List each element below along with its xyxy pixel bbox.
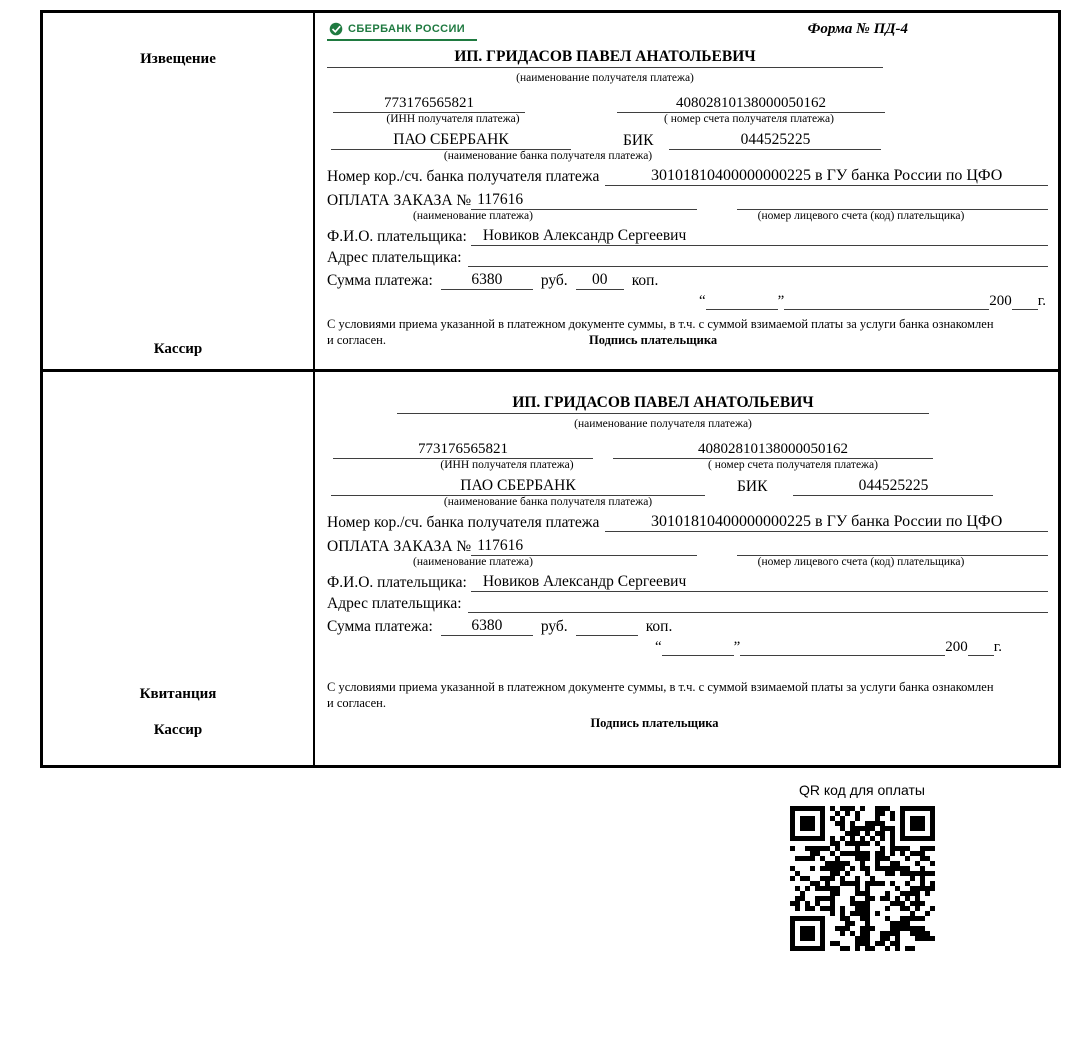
- date-year-blank: [1012, 293, 1038, 310]
- receipt-side-column: [43, 372, 315, 765]
- purpose-caption: (наименование платежа): [413, 556, 533, 568]
- payer-address-label: Адрес плательщика:: [327, 595, 462, 612]
- date-row: [327, 293, 1048, 310]
- bik-label: БИК: [737, 478, 768, 495]
- corr-account-value: 30101810400000000225 в ГУ банка России по ЦФО: [605, 513, 1048, 532]
- receipt-content: [315, 372, 1058, 765]
- sum-rubles-value: 6380: [441, 271, 533, 290]
- personal-account-caption: (номер лицевого счета (код) плательщика): [757, 556, 965, 568]
- payee-account: 40802810138000050162: [617, 95, 885, 113]
- payee-name-caption: (наименование получателя платежа): [516, 72, 694, 84]
- date-month-blank: [784, 293, 989, 310]
- sum-label: Сумма платежа:: [327, 272, 433, 289]
- sberbank-logo-text: СБЕРБАНК РОССИИ: [348, 23, 466, 35]
- corr-account-value: 30101810400000000225 в ГУ банка России по ЦФО: [605, 167, 1048, 186]
- notice-section: [40, 10, 1061, 372]
- date-century: 200: [945, 639, 968, 655]
- notice-side-column: [43, 13, 315, 369]
- payment-purpose-row: [327, 191, 1048, 210]
- personal-account-blank-line: [737, 193, 1048, 210]
- terms-block: [327, 317, 1048, 348]
- sum-kopeks-value: [576, 619, 638, 636]
- bank-row: [327, 477, 1048, 496]
- bank-name: ПАО СБЕРБАНК: [331, 131, 571, 150]
- purpose-captions-row: [327, 210, 1048, 222]
- terms-text: С условиями приема указанной в платежном документе суммы, в т.ч. с суммой взимаемой платы за услуги банка ознакомлен и согласен.: [327, 317, 994, 347]
- notice-header-row: [327, 21, 1048, 48]
- account-caption: ( номер счета получателя платежа): [664, 113, 834, 125]
- corr-account-row: [327, 513, 1048, 532]
- personal-account-blank-line: [737, 539, 1048, 556]
- payment-purpose-value: 117616: [471, 537, 697, 556]
- corr-account-label: Номер кор./сч. банка получателя платежа: [327, 168, 600, 185]
- date-day-blank: [662, 639, 734, 656]
- payer-signature-label: Подпись плательщика: [590, 716, 719, 731]
- bank-caption: (наименование банка получателя платежа): [443, 496, 653, 508]
- kopeks-label: коп.: [631, 272, 659, 289]
- date-quote-close: ”: [777, 293, 785, 309]
- form-number: Форма № ПД-4: [807, 21, 908, 37]
- payee-name-caption: (наименование получателя платежа): [574, 418, 752, 430]
- notice-cashier-label: Кассир: [153, 341, 203, 357]
- payer-fio-value: Новиков Александр Сергеевич: [471, 227, 1048, 246]
- notice-label: Извещение: [140, 51, 216, 67]
- account-caption: ( номер счета получателя платежа): [708, 459, 878, 471]
- receipt-label: Квитанция: [139, 686, 217, 702]
- payer-fio-row: [327, 573, 1048, 592]
- payer-signature-label: Подпись плательщика: [589, 333, 718, 348]
- sberbank-logo: [327, 21, 477, 41]
- payee-inn: 773176565821: [333, 95, 525, 113]
- bank-row: [327, 131, 1048, 150]
- corr-account-row: [327, 167, 1048, 186]
- payment-purpose-label: ОПЛАТА ЗАКАЗА №: [327, 538, 472, 555]
- terms-text: С условиями приема указанной в платежном документе суммы, в т.ч. с суммой взимаемой платы за услуги банка ознакомлен и согласен.: [327, 680, 994, 710]
- bik-value: 044525225: [669, 131, 881, 150]
- qr-label: QR код для оплаты: [798, 782, 925, 798]
- terms-block: [327, 680, 1048, 731]
- payment-purpose-value: 117616: [471, 191, 697, 210]
- rubles-label: руб.: [540, 618, 568, 635]
- sum-kopeks-value: 00: [576, 271, 624, 290]
- date-quote-close: ”: [733, 639, 741, 655]
- receipt-section: [40, 369, 1061, 768]
- notice-content: [315, 13, 1058, 369]
- date-day-blank: [706, 293, 778, 310]
- date-year-suffix: г.: [1037, 293, 1046, 309]
- payer-fio-row: [327, 227, 1048, 246]
- payee-name: ИП. ГРИДАСОВ ПАВЕЛ АНАТОЛЬЕВИЧ: [397, 394, 929, 414]
- inn-caption: (ИНН получателя платежа): [440, 459, 574, 471]
- payee-inn: 773176565821: [333, 441, 593, 459]
- purpose-captions-row: [327, 556, 1048, 568]
- payee-name: ИП. ГРИДАСОВ ПАВЕЛ АНАТОЛЬЕВИЧ: [327, 48, 883, 68]
- payment-purpose-label: ОПЛАТА ЗАКАЗА №: [327, 192, 472, 209]
- payee-account: 40802810138000050162: [613, 441, 933, 459]
- payer-address-label: Адрес плательщика:: [327, 249, 462, 266]
- date-quote-open: “: [698, 293, 706, 309]
- sberbank-logo-icon: [329, 22, 343, 36]
- payment-sum-row: [327, 271, 1048, 290]
- bank-name: ПАО СБЕРБАНК: [331, 477, 705, 496]
- corr-account-label: Номер кор./сч. банка получателя платежа: [327, 514, 600, 531]
- date-year-blank: [968, 639, 994, 656]
- date-month-blank: [740, 639, 945, 656]
- inn-caption: (ИНН получателя платежа): [386, 113, 520, 125]
- payer-address-blank-line: [468, 250, 1048, 267]
- payment-purpose-row: [327, 537, 1048, 556]
- rubles-label: руб.: [540, 272, 568, 289]
- bik-label: БИК: [623, 132, 654, 149]
- kopeks-label: коп.: [645, 618, 673, 635]
- inn-account-captions: [327, 459, 1048, 471]
- qr-code-image: [790, 806, 935, 951]
- payer-address-row: [327, 595, 1048, 613]
- receipt-cashier-label: Кассир: [153, 722, 203, 738]
- payer-address-blank-line: [468, 596, 1048, 613]
- sum-label: Сумма платежа:: [327, 618, 433, 635]
- payment-form-pd4: [40, 10, 1061, 768]
- purpose-caption: (наименование платежа): [413, 210, 533, 222]
- payment-sum-row: [327, 617, 1048, 636]
- inn-account-captions: [327, 113, 1048, 125]
- payer-fio-label: Ф.И.О. плательщика:: [327, 574, 467, 591]
- personal-account-caption: (номер лицевого счета (код) плательщика): [757, 210, 965, 222]
- payer-fio-value: Новиков Александр Сергеевич: [471, 573, 1048, 592]
- payer-address-row: [327, 249, 1048, 267]
- date-quote-open: “: [654, 639, 662, 655]
- bank-caption: (наименование банка получателя платежа): [443, 150, 653, 162]
- date-year-suffix: г.: [993, 639, 1002, 655]
- payer-fio-label: Ф.И.О. плательщика:: [327, 228, 467, 245]
- date-century: 200: [989, 293, 1012, 309]
- date-row: [327, 639, 1048, 656]
- bik-value: 044525225: [793, 477, 993, 496]
- sum-rubles-value: 6380: [441, 617, 533, 636]
- inn-account-row: [327, 441, 1048, 459]
- qr-section: [786, 782, 938, 951]
- inn-account-row: [327, 95, 1048, 113]
